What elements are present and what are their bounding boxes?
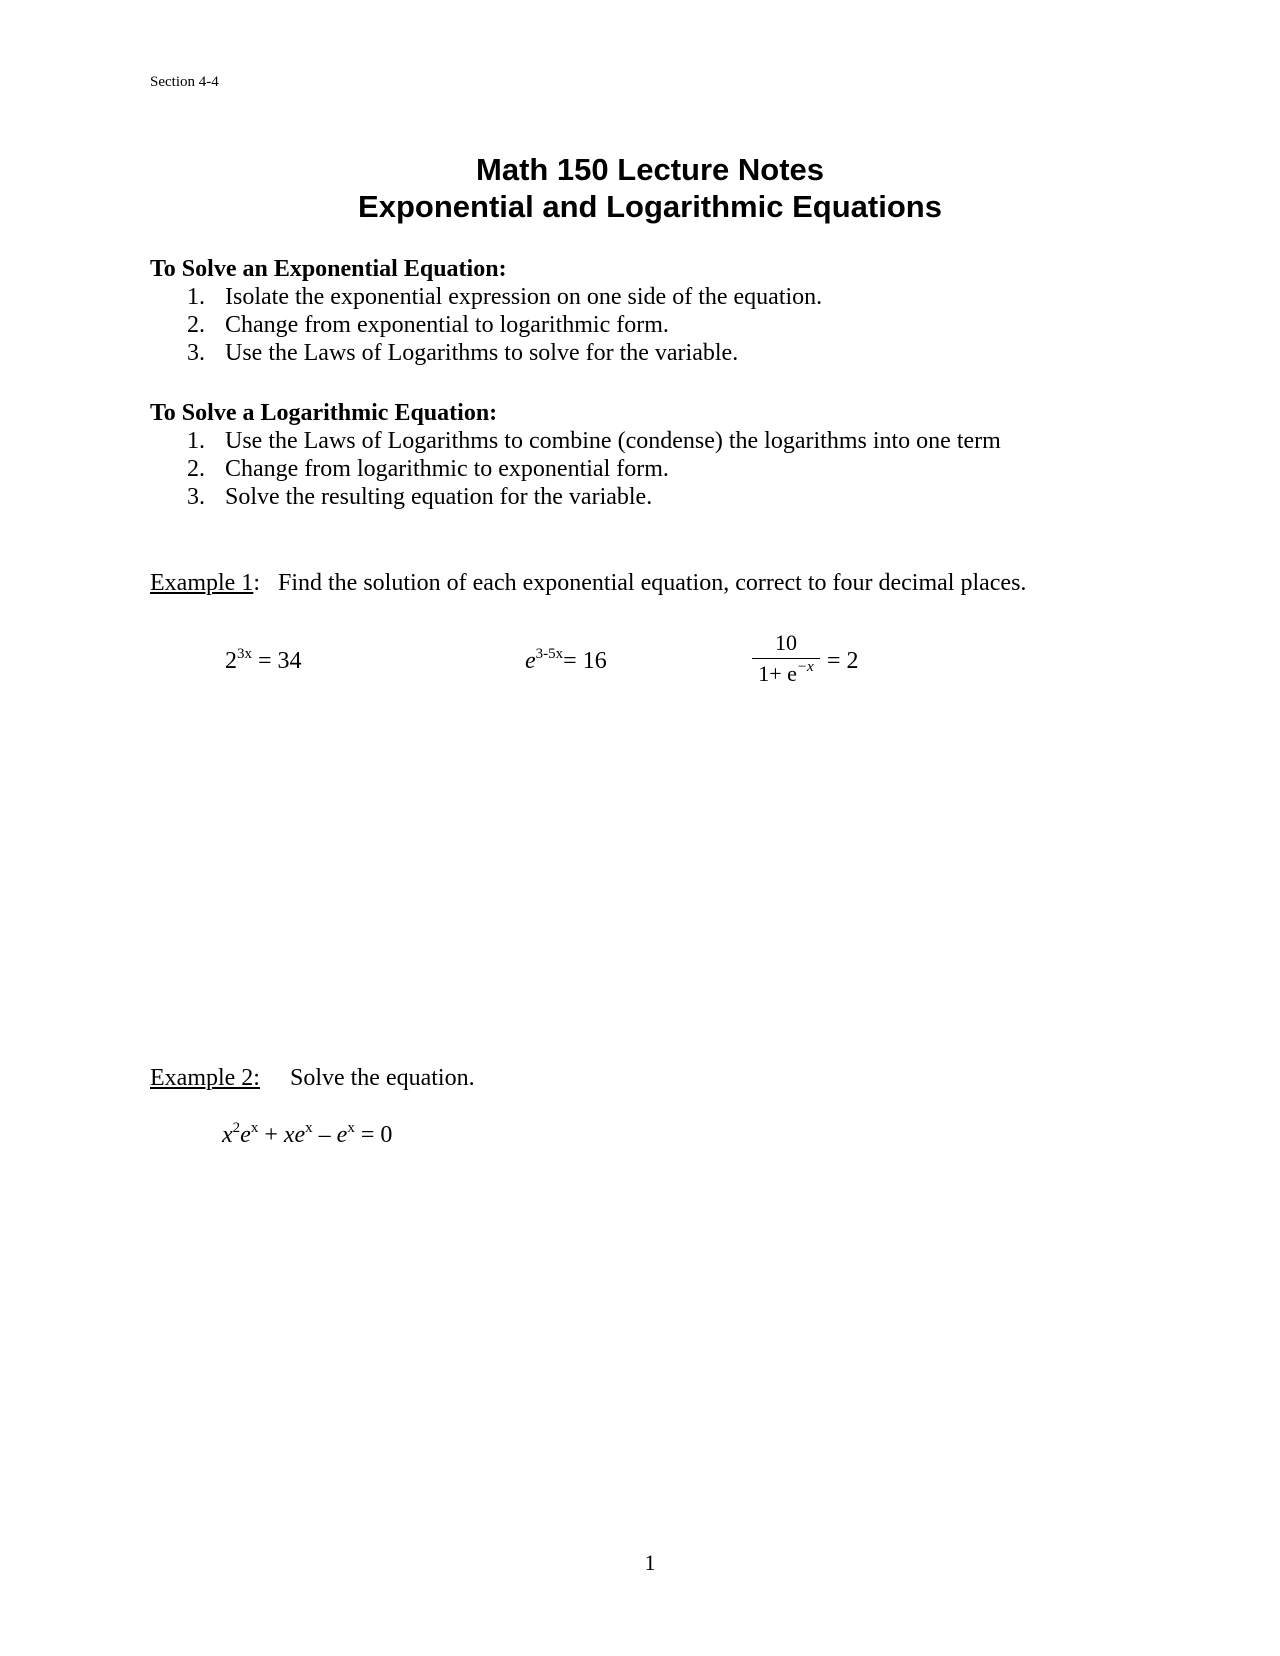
example-2-label: Example 2: [150, 1065, 260, 1091]
example-1-label: Example 1 [150, 570, 254, 596]
example-1-text: Find the solution of each exponential equation, correct to four decimal places. [277, 570, 1027, 596]
equation-4 [222, 1122, 392, 1149]
equation-3-numerator: 10 [775, 630, 797, 655]
equation-3-denominator-exponent: −x [796, 659, 814, 675]
logarithmic-heading: To Solve a Logarithmic Equation: [150, 400, 498, 426]
step-text: Change from exponential to logarithmic form. [225, 312, 669, 338]
eq4-xe: xe [283, 1122, 306, 1148]
equation-3-rhs: = 2 [827, 648, 859, 674]
logarithmic-step [187, 456, 669, 483]
exponential-heading: To Solve an Exponential Equation: [150, 256, 507, 282]
logarithmic-step [187, 428, 1001, 455]
equation-1-base: 2 [225, 648, 237, 674]
logarithmic-step [187, 484, 652, 511]
equation-3-denominator [752, 661, 820, 687]
equation-1 [225, 648, 302, 675]
step-number: 3. [187, 340, 205, 366]
eq4-minus: – [312, 1122, 337, 1148]
step-number: 2. [187, 312, 205, 338]
eq4-e1: e [240, 1122, 251, 1148]
equation-3-denominator-base: 1+ e [758, 661, 797, 686]
equation-1-rhs: = 34 [252, 648, 302, 674]
eq4-rhs: = 0 [354, 1122, 393, 1148]
equation-2-exponent: 3-5x [535, 646, 564, 662]
exponential-step [187, 312, 669, 339]
exponential-step [187, 340, 738, 367]
section-label: Section 4-4 [150, 74, 219, 90]
eq4-e1-exponent: x [250, 1120, 259, 1136]
example-2 [150, 1065, 475, 1092]
eq4-xe-exponent: x [305, 1120, 313, 1136]
page-subtitle: Exponential and Logarithmic Equations [358, 189, 942, 224]
step-number: 1. [187, 428, 205, 454]
example-1-colon: : [253, 570, 260, 596]
step-text: Isolate the exponential expression on one side of the equation. [225, 284, 823, 310]
page-title: Math 150 Lecture Notes [476, 152, 824, 187]
step-text: Change from logarithmic to exponential form. [225, 456, 669, 482]
example-2-text: Solve the equation. [289, 1065, 475, 1091]
step-text: Solve the resulting equation for the variable. [225, 484, 653, 510]
step-number: 1. [187, 284, 205, 310]
equation-2 [525, 648, 607, 675]
step-number: 2. [187, 456, 205, 482]
step-text: Use the Laws of Logarithms to solve for the variable. [225, 340, 739, 366]
eq4-e2: e [336, 1122, 348, 1148]
eq4-plus: + [258, 1122, 284, 1148]
eq4-x: x [222, 1122, 233, 1148]
example-1 [150, 570, 1026, 597]
eq4-e2-exponent: x [347, 1120, 355, 1136]
step-text: Use the Laws of Logarithms to combine (condense) the logarithms into one term [225, 428, 1001, 454]
exponential-step [187, 284, 822, 311]
equation-1-exponent: 3x [237, 646, 252, 662]
equation-2-base: e [525, 648, 536, 674]
page-number: 1 [644, 1550, 656, 1575]
equation-3-fraction [752, 630, 820, 687]
step-number: 3. [187, 484, 205, 510]
eq4-x-exponent: 2 [232, 1120, 241, 1136]
equation-2-rhs: = 16 [563, 648, 607, 674]
